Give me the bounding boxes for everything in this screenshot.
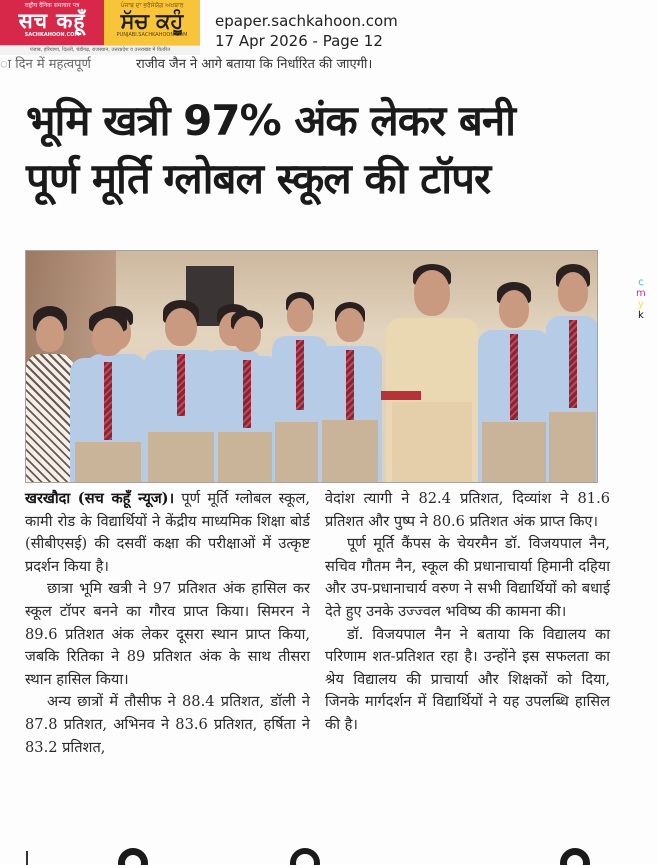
paragraph: अन्य छात्रों में तौसीफ ने 88.4 प्रतिशत, डॉली ने 87.8 प्रतिशत, अभिनव ने 83.6 प्रतिशत, हर्षिता ने 83.2 प्रतिशत, bbox=[25, 693, 310, 756]
paragraph: पूर्ण मूर्ति कैंपस के चेयरमैन डॉ. विजयपाल नैन, सचिव गौतम नैन, स्कूल की प्रधानाचार्या हिमानी दहिया और उप-प्रधानाचार्य वरुण ने सभी विद्यार्थियों को बधाई देते हुए उनके उज्ज्वल भविष्य की कामना की। bbox=[325, 535, 610, 620]
cmyk-registration-mark: c m y k bbox=[636, 277, 646, 321]
headline-line-1: भूमि खत्री 97% अंक लेकर बनी bbox=[26, 96, 516, 145]
logo-tagline: राष्ट्रीय दैनिक समाचार पत्र bbox=[24, 2, 80, 9]
photo-person bbox=[214, 310, 280, 482]
next-headline-fragment bbox=[0, 848, 657, 865]
photo-person bbox=[26, 306, 74, 482]
fragment-right: राजीव जैन ने आगे बताया कि निर्धारित की जाएगी। bbox=[136, 57, 373, 72]
sachkahoon-logo[interactable] bbox=[0, 0, 104, 45]
distribution-strip: पंजाब, हरियाणा, दिल्ली, चंडीगढ़, राजस्थान, उत्तरप्रदेश व उत्तराखंड में वितरित bbox=[0, 45, 200, 55]
headline-glyph-fragment bbox=[560, 848, 590, 865]
headline-glyph-fragment bbox=[118, 848, 148, 865]
photo-person-chairman bbox=[386, 264, 478, 482]
article-headline bbox=[26, 92, 626, 208]
logo-name: ਸੱਚ ਕਹੂੰ bbox=[120, 9, 184, 33]
paragraph: वेदांश त्यागी ने 82.4 प्रतिशत, दिव्यांश ने 81.6 प्रतिशत और पुष्प ने 80.6 प्रतिशत अंक प्राप्त किए। bbox=[325, 490, 610, 530]
dateline: खरखौदा (सच कहूँ न्यूज)। bbox=[25, 490, 175, 507]
photo-person bbox=[70, 310, 146, 482]
photo-person bbox=[144, 300, 218, 482]
masthead bbox=[0, 0, 200, 55]
article-column-left bbox=[25, 488, 310, 759]
fragment-left: ा दिन में महत्वपूर्ण bbox=[0, 57, 91, 72]
site-meta bbox=[215, 11, 398, 51]
previous-article-fragment bbox=[0, 54, 657, 74]
article-column-right bbox=[325, 488, 610, 737]
site-domain[interactable]: epaper.sachkahoon.com bbox=[215, 12, 398, 30]
photo-person bbox=[546, 264, 598, 482]
date-page: 17 Apr 2026 - Page 12 bbox=[215, 32, 383, 50]
article-photo[interactable] bbox=[25, 250, 598, 483]
logo-tagline: ਪੰਜਾਬ ਦਾ ਭਰੋਸੇਯੋਗ ਅਖ਼ਬਾਰ bbox=[120, 2, 184, 9]
photo-person bbox=[318, 302, 382, 482]
punjabi-sachkahoon-logo[interactable] bbox=[104, 0, 200, 45]
headline-glyph-fragment bbox=[290, 848, 320, 865]
photo-person bbox=[478, 282, 550, 482]
paragraph: डॉ. विजयपाल नैन ने बताया कि विद्यालय का परिणाम शत-प्रतिशत रहा है। उन्होंने इस सफलता का श्रेय विद्यालय की प्राचार्या और शिक्षकों को दिया, जिनके मार्गदर्शन में विद्यार्थियों ने यह उपलब्धि हासिल की है। bbox=[325, 625, 610, 733]
paragraph: खरखौदा (सच कहूँ न्यूज)। पूर्ण मूर्ति ग्लोबल स्कूल, कामी रोड के विद्यार्थियों ने केंद्रीय माध्यमिक शिक्षा बोर्ड (सीबीएसई) की दसवीं कक्षा की परीक्षाओं में उत्कृष्ट प्रदर्शन किया है। bbox=[25, 490, 310, 575]
logo-name: सच कहूँ bbox=[18, 9, 86, 33]
logo-url: SACHKAHOON.COM bbox=[24, 32, 80, 38]
column-rule bbox=[26, 851, 28, 865]
photo-book bbox=[381, 391, 421, 400]
logo-url: PUNJABI.SACHKAHOON.COM bbox=[116, 32, 188, 38]
headline-line-2: पूर्ण मूर्ति ग्लोबल स्कूल की टॉपर bbox=[26, 154, 491, 203]
paragraph: छात्रा भूमि खत्री ने 97 प्रतिशत अंक हासिल कर स्कूल टॉपर बनने का गौरव प्राप्त किया। सिमरन ने 89.6 प्रतिशत अंक लेकर दूसरा स्थान प्राप्त किया, जबकि रितिका ने 89 प्रतिशत अंक के साथ तीसरा स्थान हासिल किया। bbox=[25, 580, 310, 688]
